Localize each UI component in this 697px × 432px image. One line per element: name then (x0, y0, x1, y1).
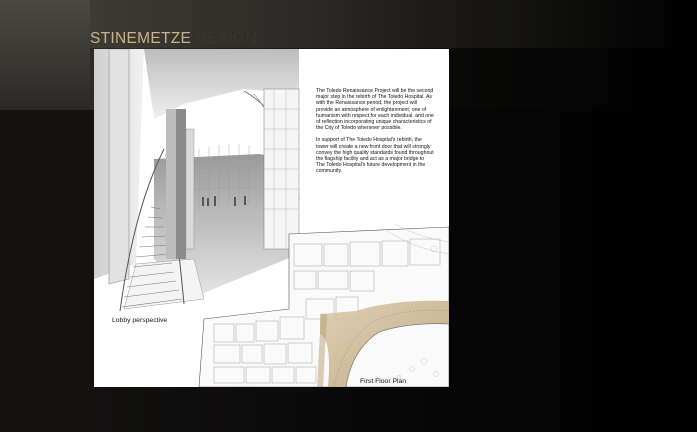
description-paragraph-2: In support of The Toledo Hospital's rebirth, the tower will create a new front door that will strongly convey the high quality standards found throughout the flagship facility and act as a major bridge to The Toledo Hospital's future development in the community. (316, 137, 434, 175)
project-panel (94, 49, 449, 387)
lobby-perspective-image (94, 49, 299, 311)
lobby-caption: Lobby perspective (112, 317, 168, 324)
project-description (316, 88, 434, 181)
site-logo[interactable] (90, 30, 257, 48)
floor-plan-caption: First Floor Plan (360, 378, 407, 385)
description-paragraph-1: The Toledo Renaissance Project will be the second major step in the rebirth of The Toledo Hospital. As with the Renaissance period, the project will provide an atmosphere of enlightenment; one of humanism with respect for each individual, and one of reflection incorporating unique characteristics of the City of Toledo whenever possible. (316, 88, 434, 132)
logo-text-dark: DESIGN (191, 30, 258, 47)
logo-text-light: STINEMETZE (90, 30, 192, 47)
left-header-panel (0, 0, 90, 110)
left-sidebar-panel (0, 110, 90, 432)
